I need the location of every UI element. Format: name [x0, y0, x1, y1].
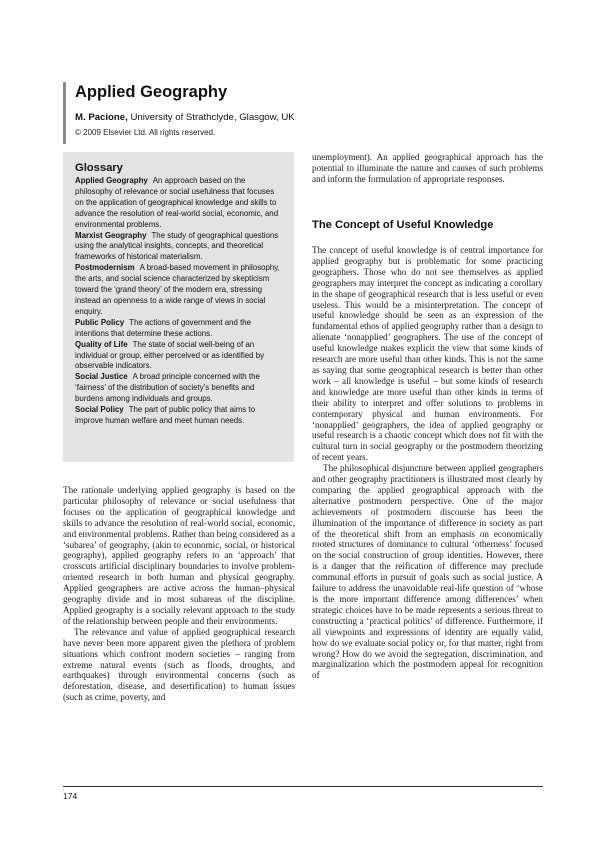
glossary-term: Quality of Life [75, 339, 128, 349]
body-paragraph: The concept of useful knowledge is of central importance for applied geography but is problematic for some practicing geographers. Those who do not see themselves as applied geographers may interpret the concept as indicating a corollary in the shape of geographical research that is less useful or even useless. This would be a misinterpretation. The concept of useful knowledge should be seen as an expression of the fundamental ethos of applied geography rather than a design to alienate ‘nonapplied’ geographers. The use of the concept of useful knowledge makes explicit the view that some kinds of research are more useful than other kinds. This is not the same as saying that some geographical research is better than other work – all knowledge is useful – but some kinds of research and knowledge are more useful than other kinds in terms of their ability to interpret and offer solutions to problems in contemporary physical and human environments. For ‘nonapplied’ geographers, the idea of applied geography or useful research is a chaotic concept which does not fit with the cultural turn in social geography or the postmodern theorizing of recent years. [312, 245, 543, 463]
section-heading: The Concept of Useful Knowledge [312, 219, 494, 231]
glossary-entry [75, 372, 282, 405]
glossary-definition: An approach based on the philosophy of relevance or social usefulness that focuses on the application of geographical knowledge and skills to advance the resolution of real-world social, economic, and environmental problems. [75, 176, 279, 229]
glossary-term: Social Policy [75, 405, 124, 415]
body-paragraph: unemployment). An applied geographical approach has the potential to illuminate the nature and causes of such problems and inform the formulation of appropriate responses. [312, 152, 543, 184]
glossary-term: Applied Geography [75, 176, 148, 185]
glossary-box [63, 152, 294, 462]
glossary-entry [75, 340, 282, 373]
glossary-entry [75, 231, 282, 264]
glossary-definition: The part of public policy that aims to improve human welfare and meet human needs. [75, 405, 255, 425]
glossary-term: Marxist Geography [75, 230, 147, 240]
header-accent-bar [63, 82, 66, 144]
glossary-definition: The study of geographical questions using the analytical insights, concepts, and theoretical frameworks of historical materialism. [75, 230, 279, 262]
glossary-entry [75, 318, 282, 340]
author-line [75, 112, 295, 123]
glossary-definition: The state of social well-being of an individual or group, either perceived or as identified by observable indicators. [75, 339, 265, 371]
glossary-term: Postmodernism [75, 263, 135, 273]
right-column-body [312, 245, 543, 681]
glossary-term: Public Policy [75, 317, 125, 327]
glossary-entry [75, 263, 282, 318]
page-number: 174 [63, 791, 78, 801]
glossary-title: Glossary [75, 162, 123, 174]
glossary-definition: A broad-based movement in philosophy, the arts, and social science characterized by skepticism toward the ‘grand theory’ of the modern era, stressing instead an openness to a wide range of views in social enquiry. [75, 263, 280, 316]
author-affiliation: University of Strathclyde, Glasgow, UK [130, 112, 295, 123]
article-title: Applied Geography [75, 83, 228, 101]
glossary-term: Social Justice [75, 372, 128, 382]
body-paragraph: The rationale underlying applied geography is based on the particular philosophy of relevance or social usefulness that focuses on the application of geographical knowledge and skills to advance the resolution of real-world social, economic, and environmental problems. Rather than being considered as a ‘subarea’ of geography, (akin to economic, social, or historical geography), applied geography refers to an ‘approach’ that crosscuts artificial disciplinary boundaries to involve problem-oriented research in both human and physical geography. Applied geographers are active across the human–physical geography divide and in most subareas of the discipline. Applied geography is a socially relevant approach to the study of the relationship between people and their environments. [63, 485, 295, 626]
copyright-notice: © 2009 Elsevier Ltd. All rights reserved. [75, 128, 216, 137]
glossary-entry [75, 405, 282, 427]
body-paragraph: The relevance and value of applied geographical research have never been more apparent given the plethora of problem situations which confront modern societies – ranging from extreme natural events (such as floods, droughts, and earthquakes) through environmental concerns (such as deforestation, disease, and desertification) to human issues (such as crime, poverty, and [63, 626, 295, 703]
footer-rule [63, 786, 543, 787]
glossary-definition: A broad principle concerned with the ‘fairness’ of the distribution of society’s benefits and burdens among individuals and groups. [75, 372, 260, 404]
glossary-entry [75, 176, 282, 231]
body-paragraph: The philosophical disjuncture between applied geographers and other geography practitioners is illustrated most clearly by comparing the applied geographical approach with the alternative postmodern perspective. One of the major achievements of postmodern discourse has been the illumination of the importance of difference in society as part of the theoretical shift from an emphasis on economically rooted structures of dominance to cultural ‘otherness’ focused on the social construction of group identities. However, there is a danger that the reification of difference may preclude communal efforts in pursuit of goals such as social justice. A failure to address the unavoidable real-life question of ‘whose is the more important difference among differences’ when strategic choices have to be made represents a serious threat to constructing a ‘practical politics’ of difference. Furthermore, if all viewpoints and expressions of identity are equally valid, how do we evaluate social policy or, for that matter, right from wrong? How do we avoid the segregation, discrimination, and marginalization which the postmodern appeal for recognition of [312, 463, 543, 681]
author-name: M. Pacione, [75, 112, 128, 123]
right-column-continuation [312, 152, 543, 185]
glossary-definition: The actions of government and the intentions that determine these actions. [75, 317, 252, 338]
left-column-body [63, 485, 295, 703]
